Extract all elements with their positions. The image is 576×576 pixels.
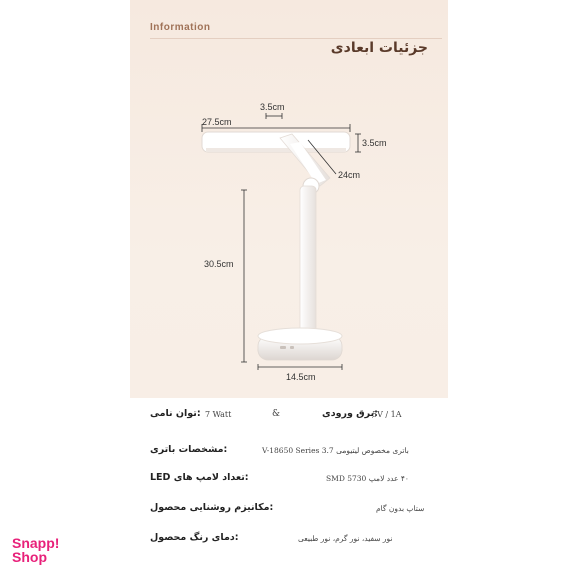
dim-top-width: 27.5cm xyxy=(202,117,232,127)
brightness-value: ستاپ بدون گام xyxy=(376,504,425,513)
color-temp-value: نور سفید، نور گرم، نور طبیعی xyxy=(298,534,393,543)
dim-joint-width: 3.5cm xyxy=(260,102,285,112)
led-value: ۴۰ عدد لامپ SMD 5730 xyxy=(326,474,409,483)
battery-value: باتری مخصوص لیتیومی 3.7 V-18650 Series xyxy=(262,446,409,455)
header-divider xyxy=(150,38,442,39)
dim-height: 30.5cm xyxy=(204,259,234,269)
dim-base-diameter: 14.5cm xyxy=(286,372,316,382)
dim-arm-length: 24cm xyxy=(338,170,361,180)
brightness-label: :مکانیزم روشنایی محصول xyxy=(150,502,274,513)
ampersand: & xyxy=(272,409,281,419)
input-label: :برق ورودی xyxy=(322,408,378,419)
led-label: :تعداد لامپ های LED xyxy=(150,472,249,483)
logo-line-2: Shop xyxy=(12,549,47,565)
logo-line-1: Snapp! xyxy=(12,535,60,551)
lamp-dimension-diagram xyxy=(130,60,448,400)
battery-label: :مشخصات باتری xyxy=(150,444,228,455)
input-value: 5V / 1A xyxy=(372,410,402,419)
color-temp-label: :دمای رنگ محصول xyxy=(150,532,239,543)
snappshop-logo xyxy=(12,536,70,564)
power-value: 7 Watt xyxy=(205,410,232,419)
section-title: جزئیات ابعادی xyxy=(330,40,428,56)
info-header: Information xyxy=(150,22,211,33)
specs-table xyxy=(130,398,448,576)
power-label: :توان نامی xyxy=(150,408,201,419)
lamp-illustration xyxy=(130,60,448,400)
dim-head-thickness: 3.5cm xyxy=(362,138,387,148)
